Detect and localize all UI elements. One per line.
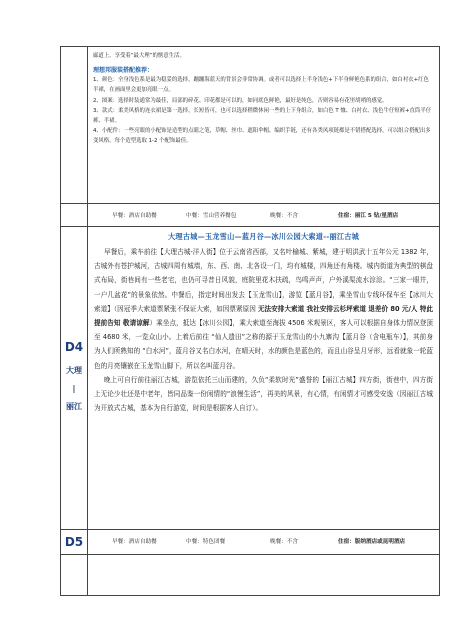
day6-partial-row	[61, 555, 440, 596]
outfit-tips-title: 理想邦服装搭配推荐：	[93, 67, 154, 75]
day4-city-to: 丽江	[66, 402, 82, 411]
day6-day-cell	[61, 555, 88, 596]
day5-hotel-info: 住宿：版纳酒店或昆明酒店	[338, 539, 406, 545]
outfit-tip-style: 3、款式：柔美风格的连衣裙是第一选择，长短皆可，也可以选择稍微休闲一些的上下身组合，如白色 T 恤、白衬衣、浅色牛仔短裤+直筒半仔裤、半裙。	[93, 107, 432, 125]
day5-lunch-info: 中餐：特色团餐	[186, 539, 226, 545]
day5-day-cell	[61, 530, 88, 555]
day4-paragraph-1-part-b: ）乘坐点，抵达【冰川公园】，乘大索道至海拔 4506 米观景区，客人可以根据自身体力情况登顶至 4680 米，一览众山小。上着后前往 “仙人遗田”之称的源于玉龙雪山的小九寨沟【蓝月谷（含电瓶车）】，其前身为人们所熟知的 “白水河”，蓝月谷又名白水河，在晴天时，水的颜色是蓝色的，而且山谷呈月牙形，远看就象一轮蓝色的月亮镶嵌在玉龙雪山脚下，所以名叫蓝月谷。	[94, 319, 434, 370]
itinerary-page	[60, 46, 440, 596]
day3-content-cell	[88, 47, 440, 204]
day4-content-cell	[88, 227, 440, 530]
day4-day-cell	[61, 227, 88, 530]
day4-city-from: 大理	[66, 366, 82, 375]
breakfast-info: 早餐：酒店自助餐	[112, 213, 157, 219]
day5-row	[61, 530, 440, 555]
day3-day-cell	[61, 47, 88, 204]
day4-route-title: 大理古城—玉龙雪山—蓝月谷—冰川公园大索道--丽江古城	[167, 232, 360, 241]
hotel-info: 住宿：丽江 5 钻/星酒店	[338, 213, 399, 219]
day5-meals-cell	[88, 530, 440, 555]
lunch-info: 中餐：雪山营养餐包	[186, 213, 237, 219]
day4-paragraph-1	[94, 245, 433, 373]
day5-dinner-info: 晚餐：不含	[270, 539, 298, 545]
day4-row	[61, 227, 440, 530]
day3-continuation-row	[61, 47, 440, 204]
day4-cableway-notice: 无法安排大索道 我社安排云杉坪索道 退差价 80 元/人 特此提前告知 敬请谅解	[94, 304, 434, 328]
day3-meals-day-cell	[61, 204, 88, 227]
dinner-info: 晚餐：不含	[270, 213, 298, 219]
day5-label: D5	[64, 535, 84, 549]
day3-meals-cell	[88, 204, 440, 227]
day4-label: D4	[64, 340, 84, 354]
itinerary-table	[60, 46, 440, 596]
day6-content-cell	[88, 555, 440, 596]
day5-breakfast-info: 早餐：酒店自助餐	[112, 539, 157, 545]
day4-separator: |	[72, 384, 76, 393]
day3-meals-row	[61, 204, 440, 227]
day4-paragraph-1-part-a: 早餐后，乘车前往【大理古城-洋人街】位于云南省西部，又名叶榆城、紫城，建于明洪武十五年公元 1382 年，古城外有苍护城河，古城四周有城墙，东、西、南、北各设一门，均有城楼，四角还有角楼。城内街道为典型的棋盘式布局，街巷间有一些老宅，也仍可寻昔日风貌，庭院里花木扶疏，鸟鸣声声，户外溪渠流水淙淙。“三家一眼井，一户几盆花”的景象依然。中餐后，指定时间出发去【玉龙雪山】，游览【蓝月谷】，乘坐雪山专线环保车至【冰川大索道】（因冠季大索道票紧张不保证大索，如因票紧原因	[94, 248, 433, 313]
outfit-tip-pattern: 2、图案：选择时装通常为最佳，局部的碎花、印花都是可以的，如同底色鲜艳，最好是纯色，否则容易有花里胡哨的感觉。	[93, 97, 388, 104]
outfit-tip-accessories: 4、小配件：一些亮眼的小配饰是造型的点睛之笔，草帽、丝巾、遮阳伞帽、编织手链，还有各类风项链都是不错搭配选择，可以组合搭配出多变风格，每个造型选取 1-2 个配饰最佳。	[93, 128, 431, 145]
intro-line: 廊道上，享受着“最大理”的惬意生活。	[93, 53, 185, 59]
day4-paragraph-2: 晚上可自行前往丽江古城，游览依托三山而建的，久负“柔软时光”盛誉的【丽江古城】四方街，街巷中，四方街上无论少壮还是中老年，皆同品鉴一份闲情的“浪慢生活”，再美的风景，有心情，有闲情才可感受安逸（因丽江古城为开放式古城，基本为自行游览，时间是根据客人自订）。	[94, 375, 433, 413]
outfit-tip-color: 1、颜色：全身浅色系是最为稳妥的选择，蹦蹦海蓝天的背景会非常协调。或者可以选择上半身浅色+下半身鲜艳色系的组合，如白衬衣+红色半裙，在画面里会更加亮眼一点。	[93, 77, 429, 94]
